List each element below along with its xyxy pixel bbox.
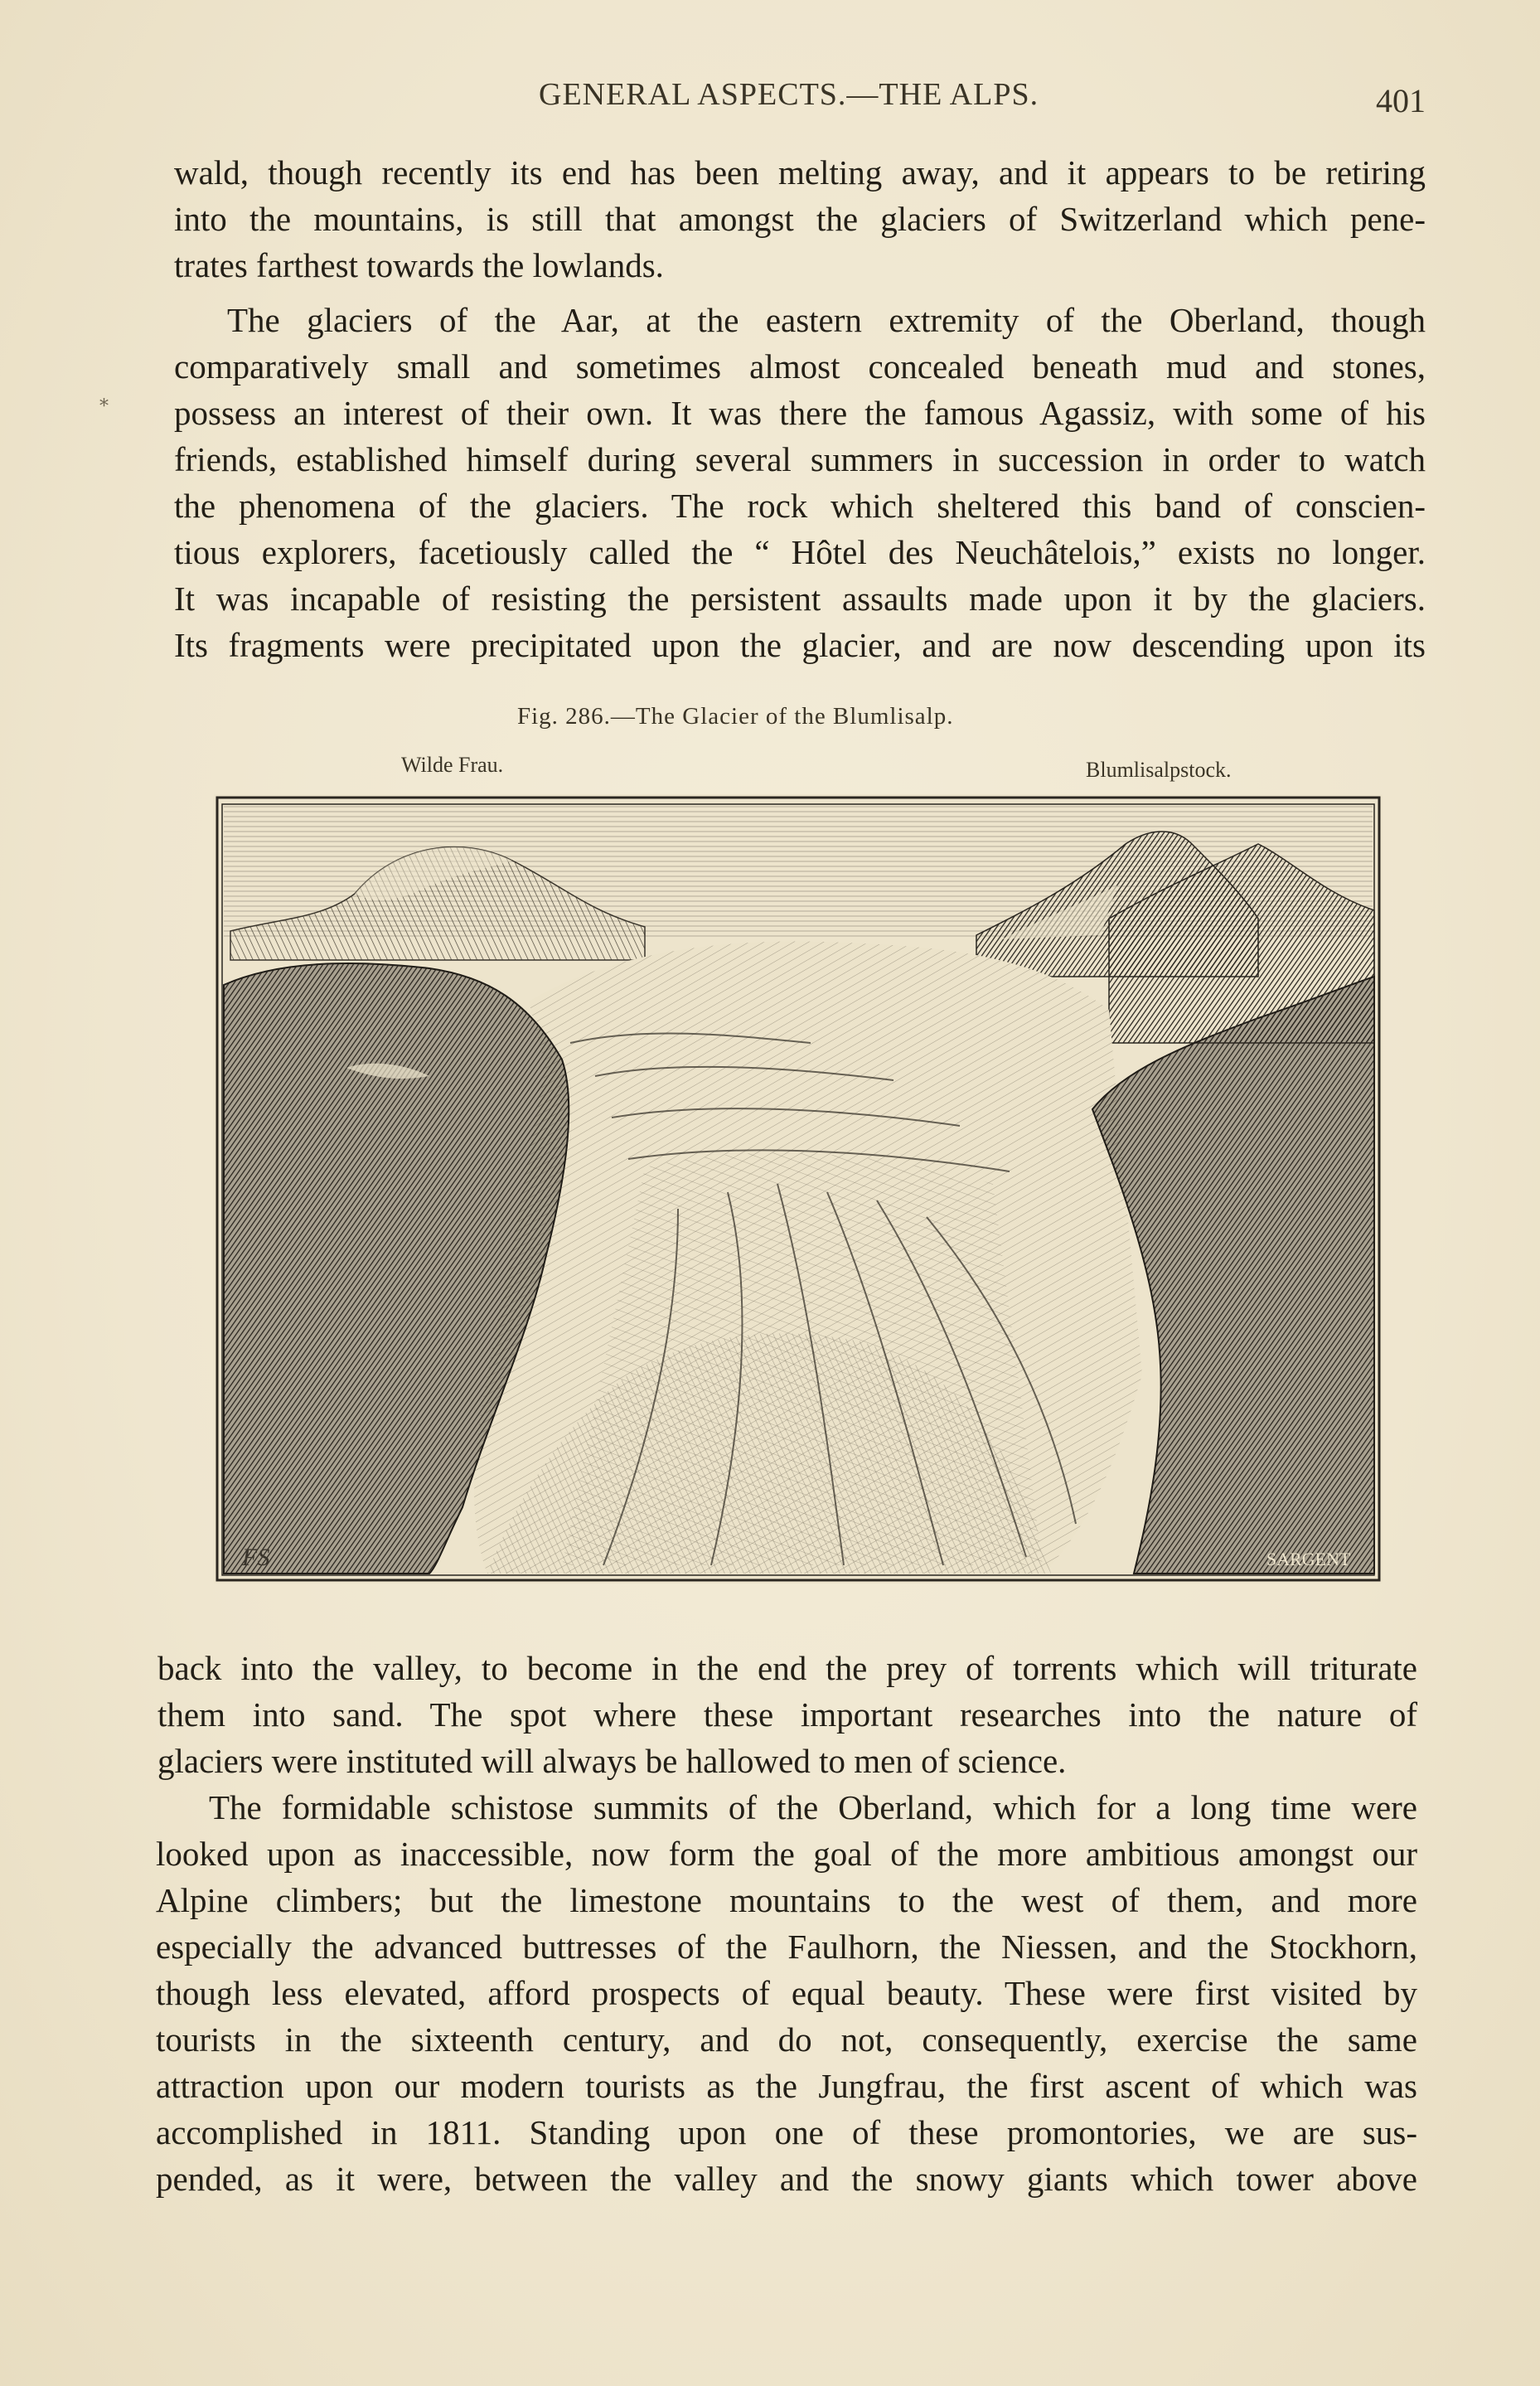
text-line: comparatively small and sometimes almost concealed beneath mud and stones, xyxy=(174,347,1426,386)
figure-caption: Fig. 286.—The Glacier of the Blumlisalp. xyxy=(517,703,954,730)
text-line: accomplished in 1811. Standing upon one of these promontories, we are sus- xyxy=(156,2113,1417,2151)
text-line: though less elevated, afford prospects of equal beauty. These were first visited by xyxy=(156,1974,1417,2012)
text-line: them into sand. The spot where these important researches into the nature of xyxy=(157,1695,1417,1734)
text-line: glaciers were instituted will always be hallowed to men of science. xyxy=(157,1742,1067,1780)
text-line: attraction upon our modern tourists as the Jungfrau, the first ascent of which was xyxy=(156,2067,1417,2105)
text-line: looked upon as inaccessible, now form the goal of the more ambitious amongst our xyxy=(156,1835,1417,1873)
paragraph-1 xyxy=(174,149,1426,289)
text-line: possess an interest of their own. It was there the famous Agassiz, with some of his xyxy=(174,394,1426,432)
text-line: back into the valley, to become in the end the prey of torrents which will triturate xyxy=(157,1649,1417,1687)
text-line: pended, as it were, between the valley and the snowy giants which tower above xyxy=(156,2160,1417,2198)
text-line: Alpine climbers; but the limestone mountains to the west of them, and more xyxy=(156,1881,1417,1919)
text-line: wald, though recently its end has been melting away, and it appears to be retiring xyxy=(174,153,1426,192)
text-line: The formidable schistose summits of the Oberland, which for a long time were xyxy=(209,1788,1417,1826)
engraver-signature-left: FS xyxy=(242,1544,270,1571)
text-line: into the mountains, is still that amongst the glaciers of Switzerland which pene- xyxy=(174,200,1426,238)
figure-label-wilde-frau: Wilde Frau. xyxy=(401,753,504,777)
text-line: The glaciers of the Aar, at the eastern extremity of the Oberland, though xyxy=(227,301,1426,339)
text-line: Its fragments were precipitated upon the glacier, and are now descending upon its xyxy=(174,626,1426,664)
page-number: 401 xyxy=(1376,82,1426,119)
paragraph-3 xyxy=(157,1645,1417,1784)
text-line: It was incapable of resisting the persistent assaults made upon it by the glaciers. xyxy=(174,580,1426,618)
margin-mark: * xyxy=(99,396,109,417)
engraver-signature-right: SARGENT xyxy=(1266,1549,1351,1569)
figure-label-blumlisalpstock: Blumlisalpstock. xyxy=(1086,758,1232,782)
text-line: especially the advanced buttresses of the Faulhorn, the Niessen, and the Stockhorn, xyxy=(156,1928,1417,1966)
text-line: friends, established himself during several summers in succession in order to watch xyxy=(174,440,1426,478)
text-line: trates farthest towards the lowlands. xyxy=(174,246,664,284)
text-line: tious explorers, facetiously called the “ Hôtel des Neuchâtelois,” exists no longer. xyxy=(174,533,1426,571)
paragraph-2 xyxy=(174,297,1426,668)
text-line: the phenomena of the glaciers. The rock which sheltered this band of conscien- xyxy=(174,487,1426,525)
glacier-engraving xyxy=(214,794,1383,1583)
paragraph-4 xyxy=(156,1784,1417,2202)
running-head: GENERAL ASPECTS.—THE ALPS. xyxy=(539,77,1039,112)
text-line: tourists in the sixteenth century, and do not, consequently, exercise the same xyxy=(156,2020,1417,2059)
